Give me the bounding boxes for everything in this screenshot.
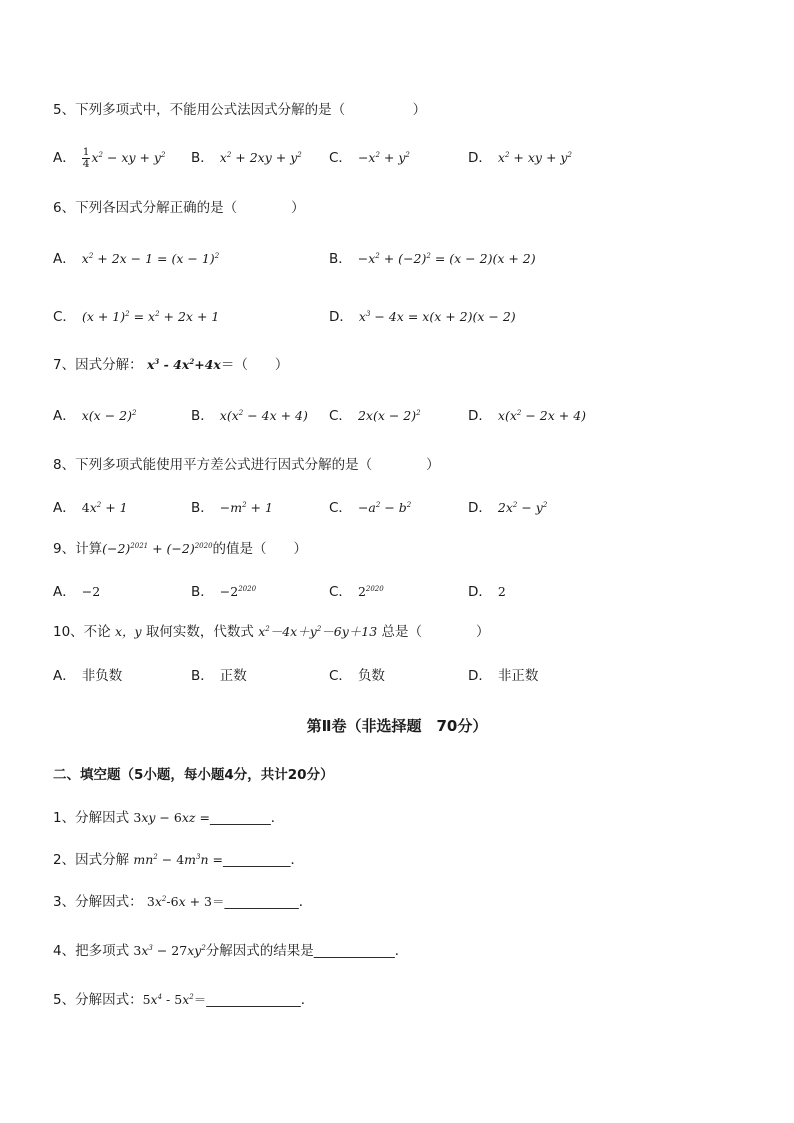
option-label: D． <box>468 150 492 166</box>
option-text: 非负数 <box>81 668 123 684</box>
fill-in-4 <box>53 941 408 961</box>
stem-prefix: 10、不论 <box>53 624 111 640</box>
option-text: $-m^2 + 1$ <box>219 500 273 515</box>
fill-prefix: 2、因式分解 <box>53 852 130 868</box>
answer-blank[interactable]: _________ <box>209 810 271 826</box>
option-label: C． <box>53 309 76 325</box>
option-b[interactable] <box>191 581 256 603</box>
option-d[interactable] <box>468 581 506 603</box>
fill-prefix: 4、把多项式 <box>53 943 130 959</box>
answer-blank[interactable]: ____________ <box>313 943 395 959</box>
option-text: 非正数 <box>497 668 539 684</box>
option-d[interactable] <box>468 497 547 519</box>
stem-suffix: 的值是（ ） <box>212 541 308 557</box>
question-5-options <box>53 147 753 169</box>
question-8-stem: 8、下列多项式能使用平方差公式进行因式分解的是（ ） <box>53 457 440 473</box>
option-a[interactable] <box>53 405 136 427</box>
stem-expression: $x^3 - 4x^2+4x$ <box>142 356 221 372</box>
option-text: 负数 <box>357 668 385 684</box>
option-d[interactable] <box>468 405 586 427</box>
question-5-stem: 5、下列多项式中，不能用公式法因式分解的是（ ） <box>53 102 427 118</box>
option-text: −2 <box>81 584 101 599</box>
option-label: C． <box>329 668 352 684</box>
fill-prefix: 1、分解因式 <box>53 810 130 826</box>
option-text: $-2^{2020}$ <box>219 584 257 599</box>
fill-suffix: ． <box>270 810 285 826</box>
question-6-options-row1 <box>53 248 753 270</box>
question-9-options <box>53 581 753 603</box>
fill-middle: 分解因式的结果是 <box>205 943 314 959</box>
option-c[interactable] <box>53 306 219 328</box>
question-8-options <box>53 497 753 519</box>
option-text: $\frac{1}{4}$ $x^2$ − xy + $y^2$ <box>82 146 166 170</box>
option-text: $(x + 1)^2 = x^2 + 2x + 1$ <box>81 309 220 324</box>
option-a[interactable] <box>53 665 122 687</box>
option-text: $x(x^2 - 2x + 4)$ <box>497 408 587 423</box>
fill-in-5 <box>53 990 314 1010</box>
option-text: $2^{2020}$ <box>357 584 384 599</box>
option-text: 2 <box>497 584 506 599</box>
fill-in-1 <box>53 808 284 828</box>
option-text: $2x^2 - y^2$ <box>497 500 548 515</box>
stem-variables: x，y <box>114 624 142 639</box>
fill-expression: $3x^2-6x + 3=$ <box>146 894 225 909</box>
fill-in-3 <box>53 892 312 912</box>
fill-suffix: ． <box>290 852 304 868</box>
option-label: D． <box>468 668 492 684</box>
option-b[interactable] <box>191 497 273 519</box>
stem-suffix: 总是（ ） <box>381 624 490 640</box>
option-text: $x^2 + 2x - 1 = (x - 1)^2$ <box>81 251 220 266</box>
question-9-stem <box>53 539 307 559</box>
fill-prefix: 5、分解因式： <box>53 992 143 1008</box>
option-text: $x(x^2 - 4x + 4)$ <box>219 408 308 423</box>
option-c[interactable] <box>329 581 384 603</box>
option-b[interactable] <box>329 248 536 270</box>
option-label: A． <box>53 584 76 600</box>
fill-expression: $3x^3 - 27xy^2$ <box>133 943 206 958</box>
option-c[interactable] <box>329 665 385 687</box>
option-label: D． <box>468 500 492 516</box>
option-text: $x^2$ + xy + $y^2$ <box>497 150 572 165</box>
option-label: C． <box>329 500 352 516</box>
stem-expression: $x^2-4x+y^2-6y+13$ <box>258 624 378 639</box>
option-text: $2x(x - 2)^2$ <box>357 408 421 423</box>
section-title: 第Ⅱ卷（非选择题 70分） <box>306 717 488 735</box>
option-text: $-x^2 + (-2)^2 = (x - 2)(x + 2)$ <box>357 251 536 266</box>
fill-expression: $mn^2 - 4m^3n$ = <box>133 852 223 867</box>
option-label: B． <box>191 150 214 166</box>
option-text: $x^3 - 4x = x(x + 2)(x - 2)$ <box>358 309 516 324</box>
option-c[interactable] <box>329 147 410 169</box>
option-label: A． <box>53 251 76 267</box>
answer-blank[interactable]: ___________ <box>224 894 299 910</box>
option-a[interactable] <box>53 147 165 170</box>
fill-suffix: ． <box>394 943 409 959</box>
answer-blank[interactable]: __________ <box>222 852 291 868</box>
option-label: A． <box>53 408 76 424</box>
stem-suffix: ＝（ ） <box>220 357 289 373</box>
option-label: D． <box>468 584 492 600</box>
fraction: $\frac{1}{4}$ <box>82 146 90 170</box>
option-label: B． <box>329 251 352 267</box>
option-text: $-x^2 + y^2$ <box>357 150 410 165</box>
fill-in-2 <box>53 850 304 870</box>
option-b[interactable] <box>191 405 308 427</box>
option-a[interactable] <box>53 248 219 270</box>
option-c[interactable] <box>329 405 421 427</box>
option-label: B． <box>191 500 214 516</box>
option-label: B． <box>191 408 214 424</box>
option-label: B． <box>191 584 214 600</box>
fill-suffix: ． <box>300 992 315 1008</box>
fill-expression: $5x^4 - 5x^2=$ <box>142 992 207 1007</box>
question-10-options <box>53 665 753 687</box>
option-label: C． <box>329 408 352 424</box>
option-d[interactable] <box>329 306 516 328</box>
option-a[interactable] <box>53 581 100 603</box>
stem-prefix: 7、因式分解： <box>53 357 143 373</box>
fill-expression: 3xy − 6xz = <box>133 810 210 825</box>
question-6-options-row2 <box>53 306 753 328</box>
option-d[interactable] <box>468 665 538 687</box>
option-text: $4x^2 + 1$ <box>81 500 128 515</box>
option-label: C． <box>329 584 352 600</box>
stem-middle: 取何实数，代数式 <box>145 624 254 640</box>
option-label: D． <box>468 408 492 424</box>
option-b[interactable] <box>191 665 247 687</box>
option-a[interactable] <box>53 497 128 519</box>
question-6-stem: 6、下列各因式分解正确的是（ ） <box>53 200 305 216</box>
option-label: A． <box>53 500 76 516</box>
option-label: B． <box>191 668 214 684</box>
stem-expression: $(-2)^{2021} + (-2)^{2020}$ <box>102 541 213 556</box>
option-c[interactable] <box>329 497 411 519</box>
option-label: A． <box>53 668 76 684</box>
stem-prefix: 9、计算 <box>53 541 103 557</box>
option-label: A． <box>53 150 76 166</box>
fill-suffix: ． <box>298 894 313 910</box>
fill-prefix: 3、分解因式： <box>53 894 143 910</box>
option-label: C． <box>329 150 352 166</box>
section-subtitle: 二、填空题（5小题，每小题4分，共计20分） <box>53 767 334 783</box>
option-text: 正数 <box>219 668 247 684</box>
option-b[interactable] <box>191 147 302 169</box>
option-text: $-a^2 - b^2$ <box>357 500 412 515</box>
option-d[interactable] <box>468 147 572 169</box>
answer-blank[interactable]: ______________ <box>206 992 301 1008</box>
question-7-options <box>53 405 753 427</box>
option-label: D． <box>329 309 353 325</box>
question-10-stem <box>53 622 490 642</box>
option-text: $x^2 + 2xy + y^2$ <box>219 150 302 165</box>
question-7-stem <box>53 355 288 375</box>
option-text: $x(x - 2)^2$ <box>81 408 137 423</box>
